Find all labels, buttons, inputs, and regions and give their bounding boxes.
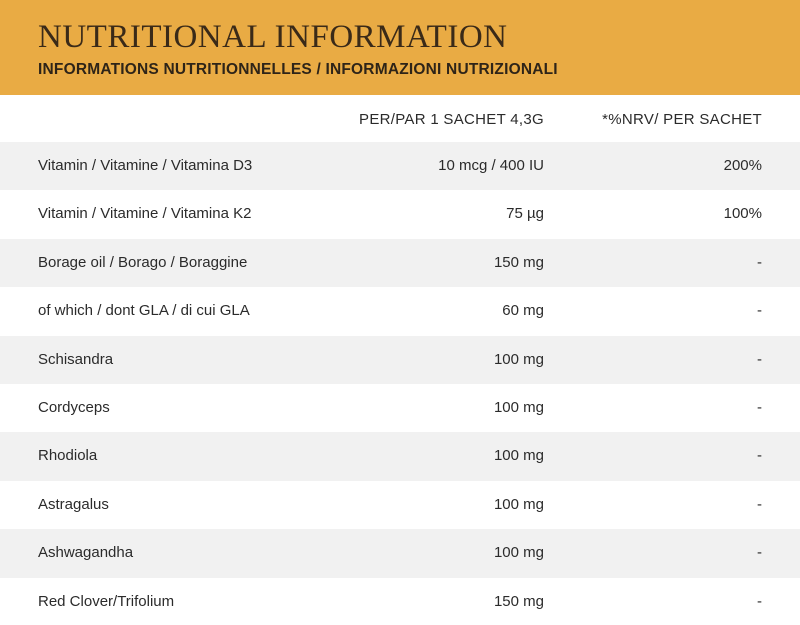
ingredient-nrv: - [757, 447, 762, 465]
table-row [0, 336, 800, 384]
ingredient-name: Vitamin / Vitamine / Vitamina K2 [38, 205, 252, 223]
ingredient-nrv: - [757, 398, 762, 416]
ingredient-amount: 100 mg [493, 350, 544, 368]
table-row [0, 239, 800, 287]
ingredient-amount: 100 mg [493, 495, 544, 513]
ingredient-name: Schisandra [38, 350, 114, 368]
column-header-per-serving: PER/PAR 1 SACHET 4,3G [359, 111, 544, 128]
table-row [0, 578, 800, 625]
ingredient-nrv: 200% [723, 157, 762, 174]
nutrition-table [0, 142, 800, 625]
ingredient-nrv: - [757, 302, 762, 320]
table-row [0, 190, 800, 238]
ingredient-amount: 75 µg [506, 205, 544, 223]
ingredient-amount: 10 mcg / 400 IU [438, 157, 544, 174]
table-row [0, 384, 800, 432]
ingredient-nrv: - [757, 253, 762, 271]
ingredient-amount: 100 mg [493, 447, 544, 465]
ingredient-name: Vitamin / Vitamine / Vitamina D3 [38, 157, 253, 174]
ingredient-nrv: - [757, 592, 762, 610]
table-row [0, 481, 800, 529]
column-header-nrv: *%NRV/ PER SACHET [602, 111, 762, 128]
ingredient-name: Borage oil / Borago / Boraggine [38, 253, 248, 271]
table-row [0, 432, 800, 480]
ingredient-nrv: - [757, 544, 762, 562]
ingredient-name: Ashwagandha [38, 544, 134, 562]
ingredient-nrv: - [757, 495, 762, 513]
ingredient-name: Rhodiola [38, 447, 98, 465]
ingredient-name: Red Clover/Trifolium [38, 592, 175, 610]
table-row [0, 529, 800, 577]
table-row [0, 287, 800, 335]
ingredient-nrv: 100% [723, 205, 762, 223]
ingredient-name: of which / dont GLA / di cui GLA [38, 302, 250, 320]
ingredient-amount: 150 mg [493, 253, 544, 271]
ingredient-name: Cordyceps [38, 398, 110, 416]
ingredient-amount: 100 mg [493, 544, 544, 562]
header-band [0, 0, 800, 95]
ingredient-name: Astragalus [38, 495, 109, 513]
ingredient-amount: 60 mg [502, 302, 544, 320]
ingredient-amount: 100 mg [493, 398, 544, 416]
page-title: NUTRITIONAL INFORMATION [38, 19, 508, 55]
page-subtitle: INFORMATIONS NUTRITIONNELLES / INFORMAZIONI NUTRIZIONALI [38, 61, 558, 78]
ingredient-nrv: - [757, 350, 762, 368]
table-row [0, 142, 800, 190]
ingredient-amount: 150 mg [493, 592, 544, 610]
